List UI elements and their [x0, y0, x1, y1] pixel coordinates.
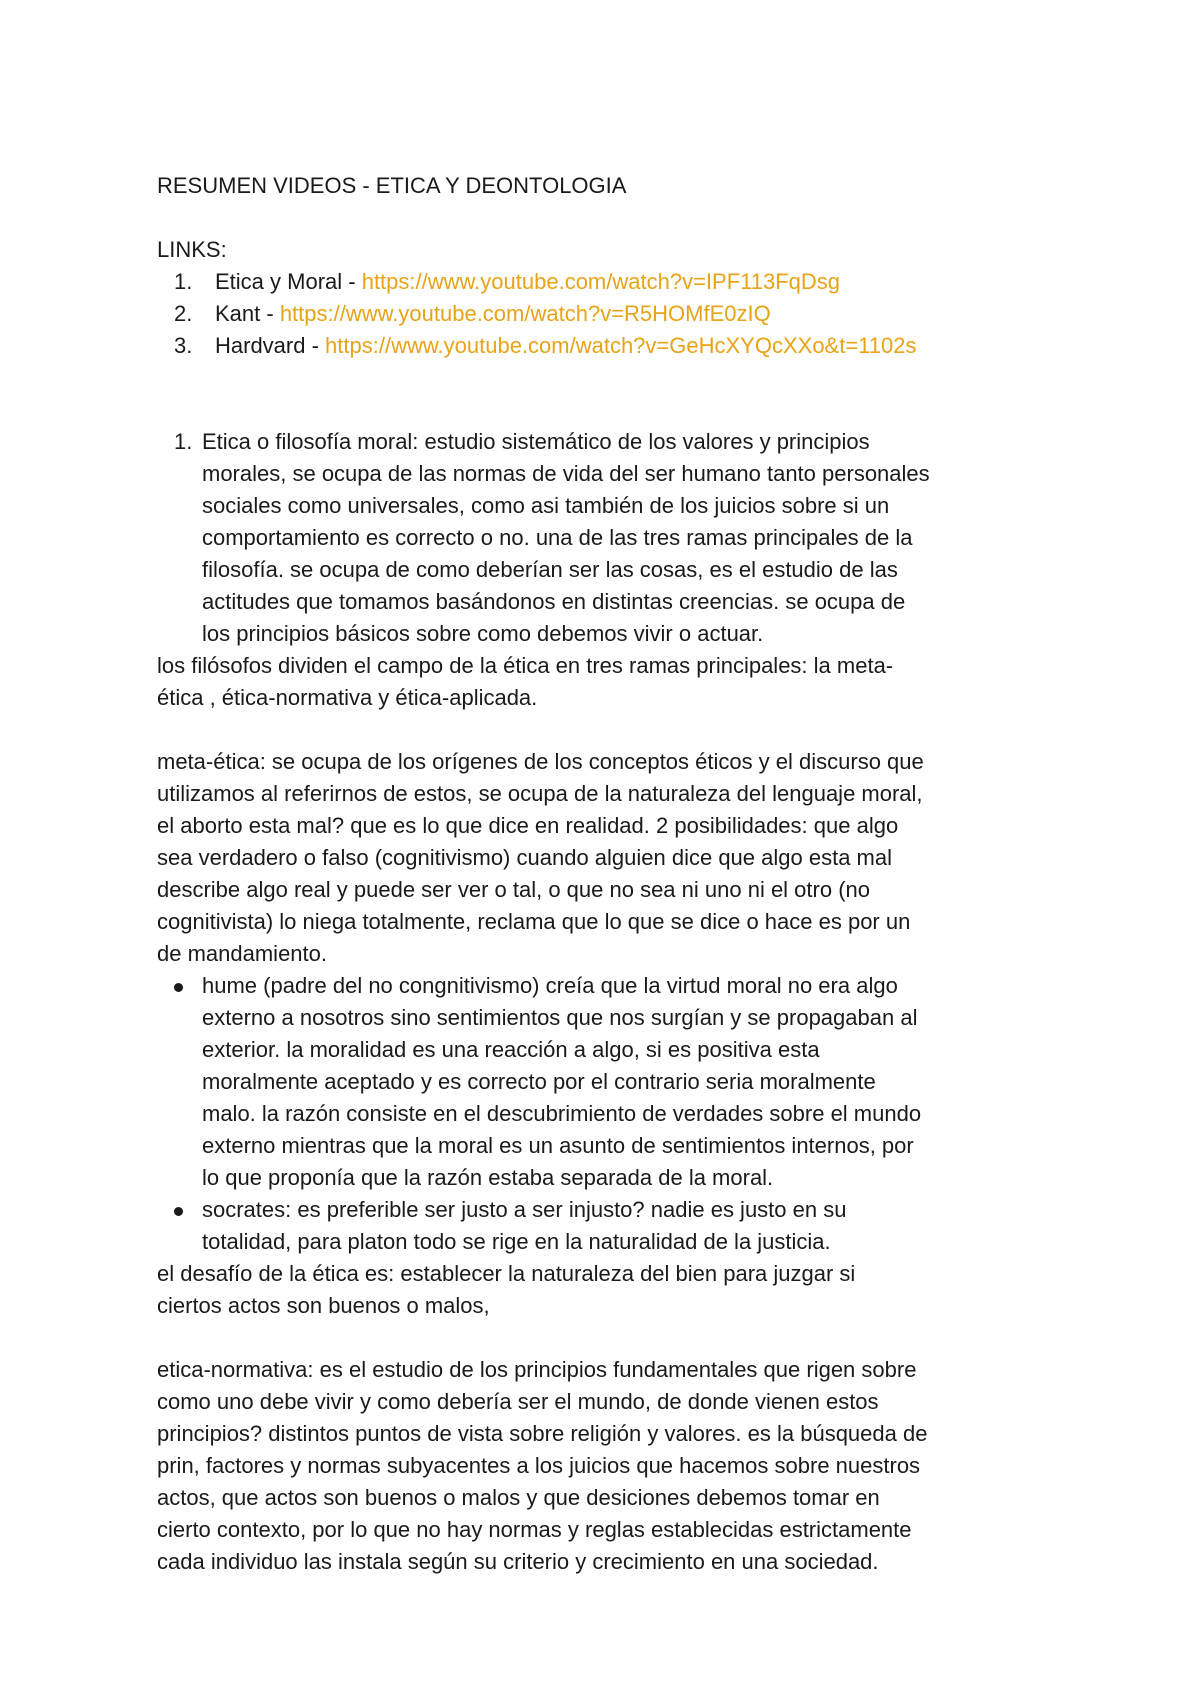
link-item [157, 266, 1057, 298]
paragraph-ramas [157, 650, 1057, 714]
link-item [157, 330, 1057, 362]
text-line: el desafío de la ética es: establecer la naturaleza del bien para juzgar si [157, 1261, 856, 1286]
text-line: sea verdadero o falso (cognitivismo) cuando alguien dice que algo esta mal [157, 845, 892, 870]
list-number: 1. [174, 269, 193, 294]
document-body [157, 170, 1057, 1578]
paragraph-meta-etica [157, 746, 1057, 970]
text-line: principios? distintos puntos de vista sobre religión y valores. es la búsqueda de [157, 1421, 928, 1446]
text-line: etica-normativa: es el estudio de los principios fundamentales que rigen sobre [157, 1357, 917, 1382]
paragraph-desafio [157, 1258, 1057, 1322]
text-line: sociales como universales, como asi también de los juicios sobre si un [202, 493, 890, 518]
text-line: morales, se ocupa de las normas de vida del ser humano tanto personales [202, 461, 930, 486]
youtube-link[interactable]: https://www.youtube.com/watch?v=GeHcXYQcXXo&t=1102s [325, 333, 917, 358]
text-line: lo que proponía que la razón estaba separada de la moral. [202, 1165, 774, 1190]
link-label: Hardvard - [215, 333, 326, 358]
text-line: ciertos actos son buenos o malos, [157, 1293, 490, 1318]
text-line: el aborto esta mal? que es lo que dice en realidad. 2 posibilidades: que algo [157, 813, 899, 838]
text-line: socrates: es preferible ser justo a ser injusto? nadie es justo en su [202, 1197, 847, 1222]
text-line: Etica o filosofía moral: estudio sistemático de los valores y principios [202, 429, 870, 454]
text-line: totalidad, para platon todo se rige en la naturalidad de la justicia. [202, 1229, 831, 1254]
numbered-item-etica [157, 426, 1057, 650]
text-line: actos, que actos son buenos o malos y que desiciones debemos tomar en [157, 1485, 880, 1510]
bullet-list [157, 970, 1057, 1258]
text-line: describe algo real y puede ser ver o tal, o que no sea ni uno ni el otro (no [157, 877, 871, 902]
text-line: los principios básicos sobre como debemos vivir o actuar. [202, 621, 764, 646]
text-line: de mandamiento. [157, 941, 327, 966]
text-line: los filósofos dividen el campo de la ética en tres ramas principales: la meta- [157, 653, 894, 678]
item-text [202, 426, 1057, 650]
bullet-icon [174, 983, 183, 992]
text-line: como uno debe vivir y como debería ser el mundo, de donde vienen estos [157, 1389, 879, 1414]
text-line: hume (padre del no congnitivismo) creía que la virtud moral no era algo [202, 973, 898, 998]
text-line: prin, factores y normas subyacentes a los juicios que hacemos sobre nuestros [157, 1453, 921, 1478]
bullet-item-hume [157, 970, 1057, 1194]
text-line: actitudes que tomamos basándonos en distintas creencias. se ocupa de [202, 589, 906, 614]
text-line: externo a nosotros sino sentimientos que nos surgían y se propagaban al [202, 1005, 918, 1030]
links-list [157, 266, 1057, 362]
text-line: cierto contexto, por lo que no hay normas y reglas establecidas estrictamente [157, 1517, 912, 1542]
text-line: exterior. la moralidad es una reacción a algo, si es positiva esta [202, 1037, 820, 1062]
text-line: cognitivista) lo niega totalmente, reclama que lo que se dice o hace es por un [157, 909, 911, 934]
document-title: RESUMEN VIDEOS - ETICA Y DEONTOLOGIA [157, 173, 627, 198]
bullet-icon [174, 1207, 183, 1216]
text-line: moralmente aceptado y es correcto por el contrario seria moralmente [202, 1069, 876, 1094]
text-line: malo. la razón consiste en el descubrimiento de verdades sobre el mundo [202, 1101, 922, 1126]
link-label: Etica y Moral - [215, 269, 362, 294]
links-heading: LINKS: [157, 237, 227, 262]
text-line: cada individuo las instala según su criterio y crecimiento en una sociedad. [157, 1549, 879, 1574]
youtube-link[interactable]: https://www.youtube.com/watch?v=IPF113FqDsg [361, 269, 841, 294]
bullet-item-socrates [157, 1194, 1057, 1258]
list-number: 2. [174, 301, 193, 326]
list-number: 1. [174, 429, 193, 454]
text-line: filosofía. se ocupa de como deberían ser las cosas, es el estudio de las [202, 557, 898, 582]
link-label: Kant - [215, 301, 280, 326]
text-line: utilizamos al referirnos de estos, se ocupa de la naturaleza del lenguaje moral, [157, 781, 923, 806]
text-line: externo mientras que la moral es un asunto de sentimientos internos, por [202, 1133, 914, 1158]
youtube-link[interactable]: https://www.youtube.com/watch?v=R5HOMfE0zIQ [279, 301, 771, 326]
text-line: ética , ética-normativa y ética-aplicada. [157, 685, 538, 710]
text-line: comportamiento es correcto o no. una de las tres ramas principales de la [202, 525, 913, 550]
text-line: meta-ética: se ocupa de los orígenes de los conceptos éticos y el discurso que [157, 749, 924, 774]
list-number: 3. [174, 333, 193, 358]
link-item [157, 298, 1057, 330]
paragraph-etica-normativa [157, 1354, 1057, 1578]
